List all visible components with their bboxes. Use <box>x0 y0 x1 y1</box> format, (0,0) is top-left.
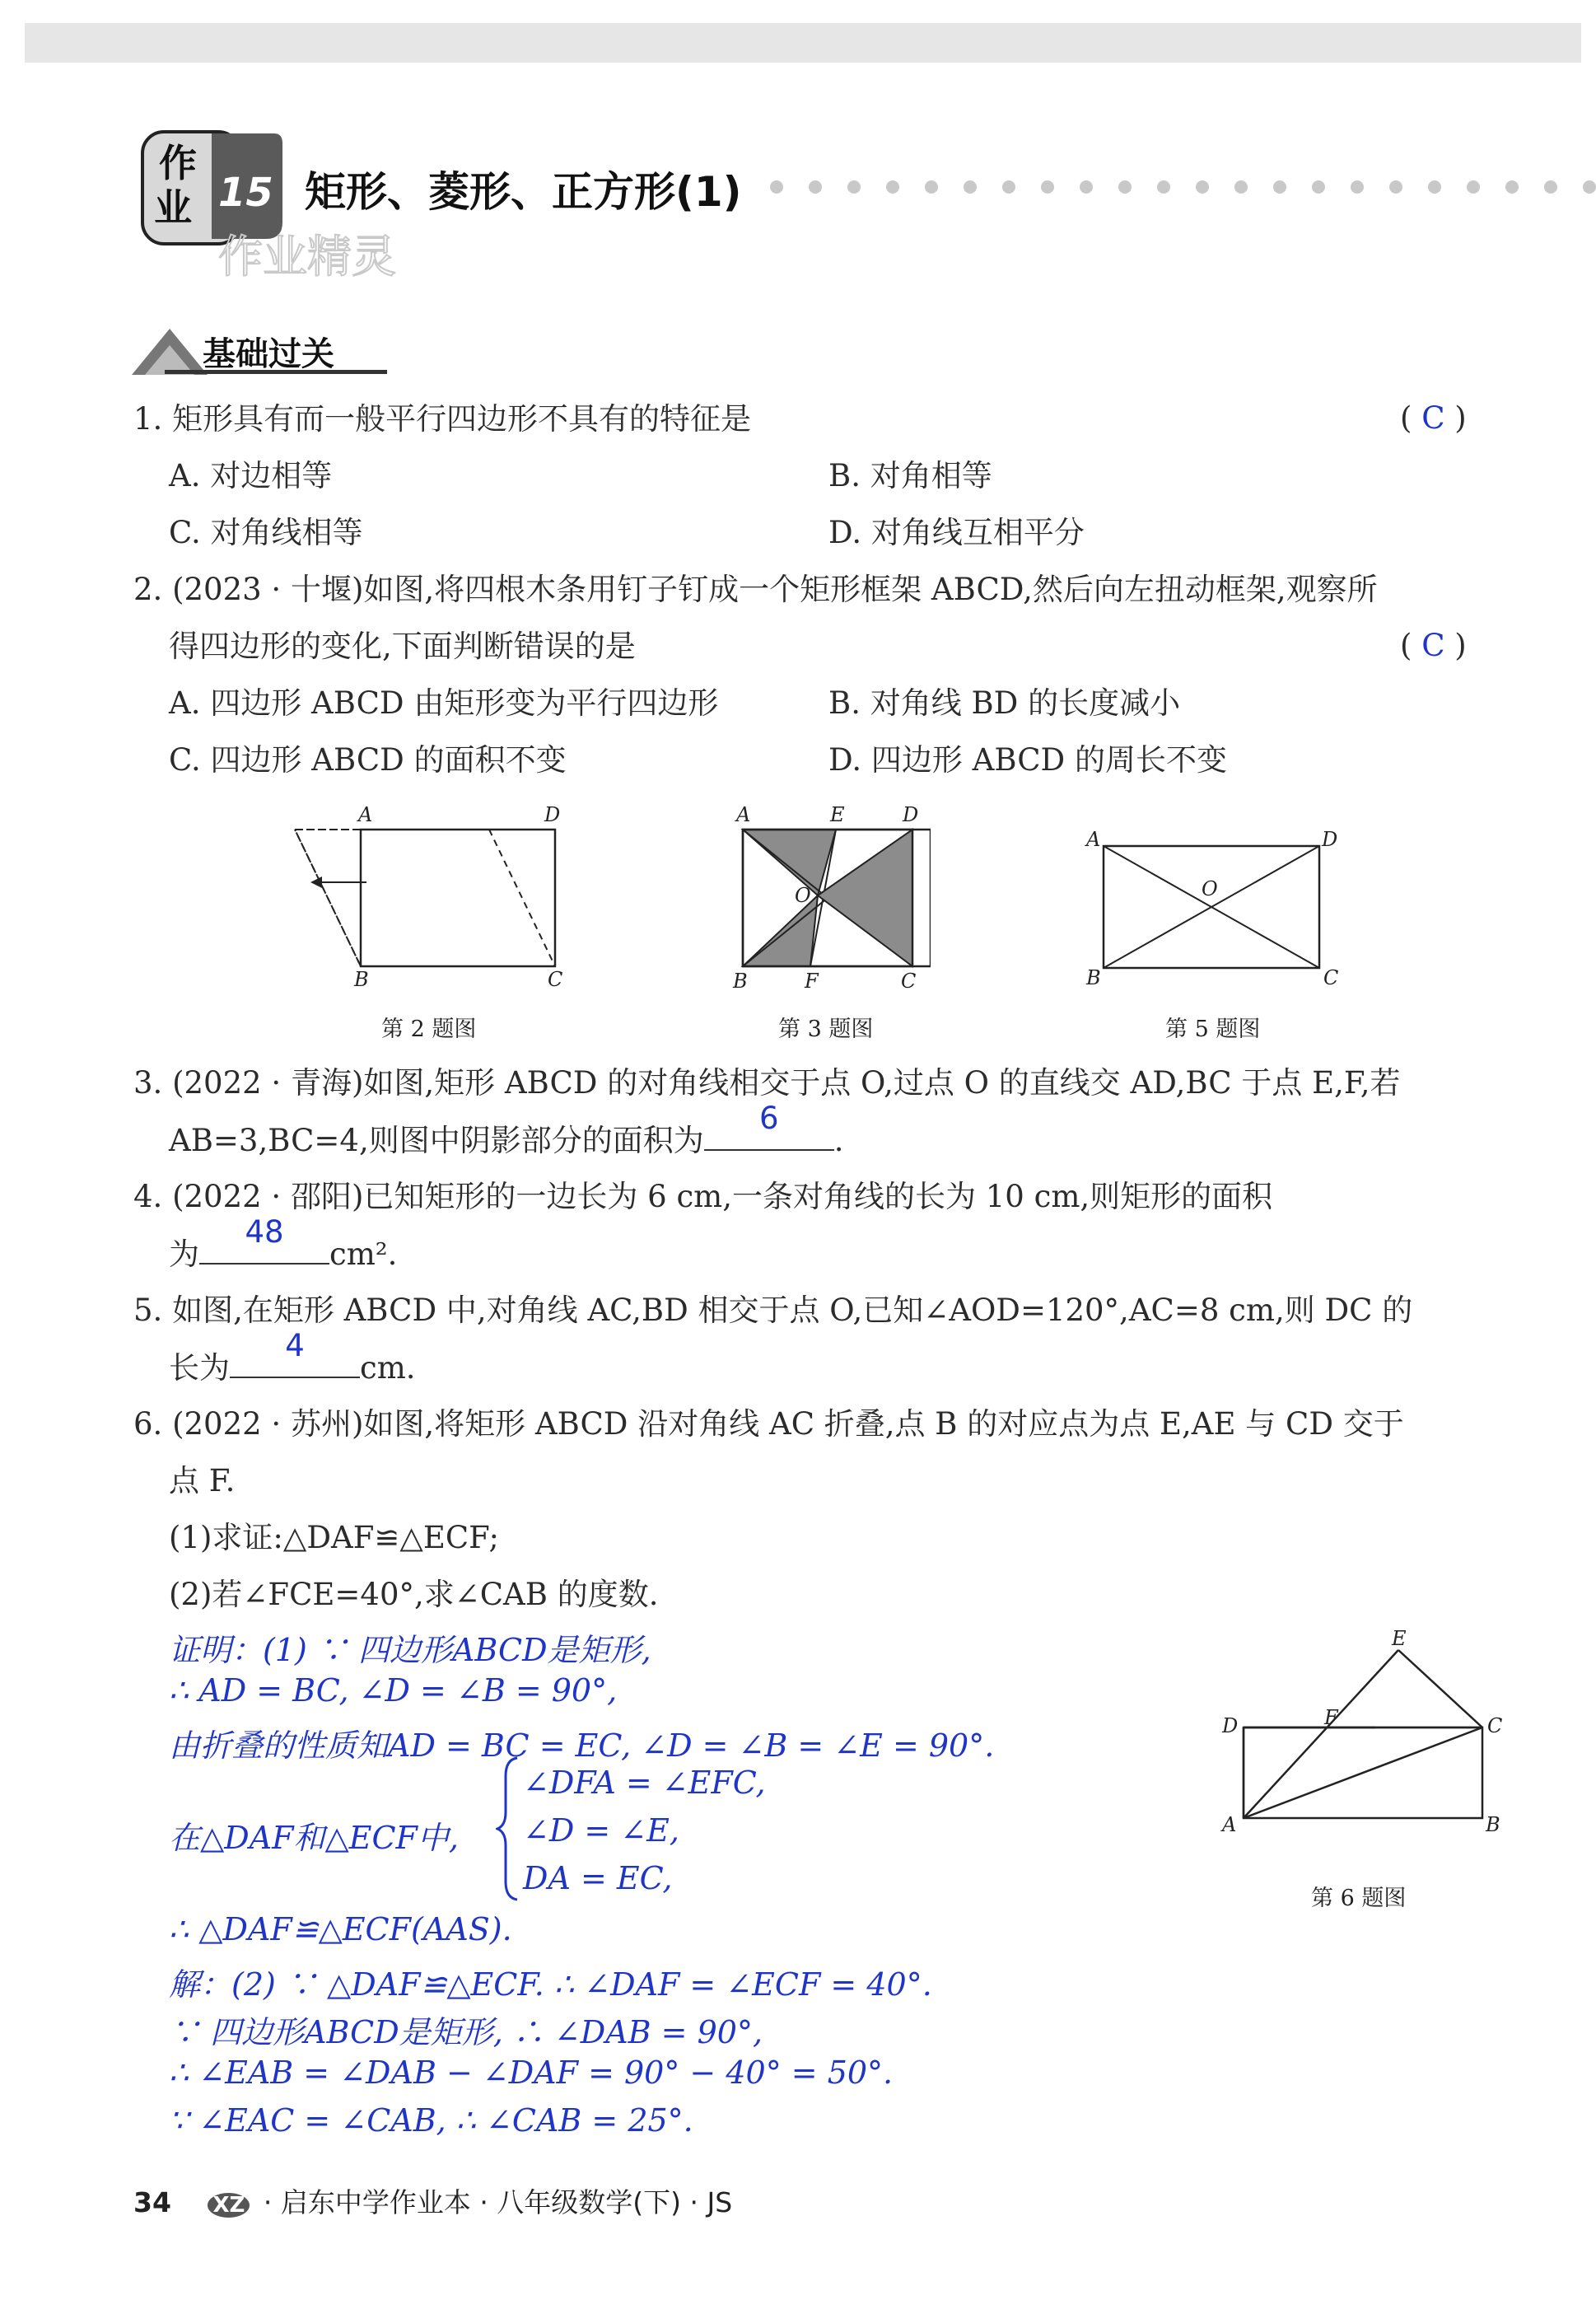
fig2-caption: 第 2 题图 <box>381 1017 477 1042</box>
q2-option-b: B. 对角线 BD 的长度减小 <box>828 685 1181 721</box>
q1-stem: 1. 矩形具有而一般平行四边形不具有的特征是 <box>133 401 752 437</box>
figure-2 <box>284 803 572 993</box>
watermark: 作业精灵 <box>218 231 396 283</box>
q2-answer-bracket: ( C ) <box>1400 628 1467 663</box>
solution-line-6: 解：(2) ∵ △DAF≌△ECF. ∴ ∠DAF = ∠ECF = 40°. <box>169 1966 932 2003</box>
svg-text:C: C <box>548 968 563 991</box>
system-line-2: ∠D = ∠E, <box>523 1812 679 1849</box>
q1-answer: C <box>1421 400 1445 436</box>
q1-option-b: B. 对角相等 <box>828 458 992 493</box>
q6-part1: (1)求证:△DAF≌△ECF; <box>169 1520 499 1555</box>
svg-text:A: A <box>1222 1813 1237 1836</box>
q4-line2-text: 为 <box>169 1236 199 1272</box>
svg-text:D: D <box>903 803 919 826</box>
svg-text:F: F <box>805 970 819 993</box>
badge-text-1: 作 <box>159 141 197 185</box>
fig5-caption: 第 5 题图 <box>1165 1017 1261 1042</box>
solution-line-9: ∵ ∠EAC = ∠CAB, ∴ ∠CAB = 25°. <box>169 2102 693 2139</box>
q3-answer: 6 <box>758 1101 779 1136</box>
svg-text:E: E <box>830 803 845 826</box>
q5-answer: 4 <box>285 1328 305 1363</box>
svg-text:E: E <box>1392 1627 1407 1650</box>
svg-text:A: A <box>736 803 751 826</box>
solution-line-8: ∴ ∠EAB = ∠DAB − ∠DAF = 90° − 40° = 50°. <box>169 2055 894 2091</box>
q4-answer: 48 <box>245 1214 284 1250</box>
q6-line2: 点 F. <box>169 1463 236 1498</box>
svg-text:A: A <box>1086 828 1101 851</box>
q2-option-c: C. 四边形 ABCD 的面积不变 <box>169 742 567 778</box>
q3-line2 <box>169 1101 844 1160</box>
q4-line2 <box>169 1214 398 1274</box>
svg-text:O: O <box>1202 877 1218 900</box>
figure-6 <box>1211 1627 1507 1849</box>
footer-text: · 启东中学作业本 · 八年级数学(下) · JS <box>263 2186 733 2218</box>
svg-text:B: B <box>733 970 748 993</box>
section-heading <box>132 325 395 383</box>
q3-line2-text: AB=3,BC=4,则图中阴影部分的面积为 <box>169 1123 704 1158</box>
q2-line1: 2. (2023 · 十堰)如图,将四根木条用钉子钉成一个矩形框架 ABCD,然后向左扭动框架,观察所 <box>133 572 1378 607</box>
svg-text:C: C <box>1323 966 1339 989</box>
q6-line1: 6. (2022 · 苏州)如图,将矩形 ABCD 沿对角线 AC 折叠,点 B 的对应点为点 E,AE 与 CD 交于 <box>133 1406 1404 1442</box>
q1-option-c: C. 对角线相等 <box>169 515 363 550</box>
badge-number: 15 <box>218 170 273 216</box>
figure-5 <box>1075 820 1355 993</box>
q5-line2-text: 长为 <box>169 1350 230 1386</box>
q3-line1: 3. (2022 · 青海)如图,矩形 ABCD 的对角线相交于点 O,过点 O 的直线交 AD,BC 于点 E,F,若 <box>133 1065 1401 1101</box>
solution-line-2: ∴ AD = BC, ∠D = ∠B = 90°, <box>169 1672 618 1709</box>
q1-option-a: A. 对边相等 <box>169 458 333 493</box>
system-line-1: ∠DFA = ∠EFC, <box>523 1765 766 1801</box>
badge-text-2: 业 <box>154 185 192 230</box>
footer <box>133 2181 732 2220</box>
solution-line-3: 由折叠的性质知AD = BC = EC, ∠D = ∠B = ∠E = 90°. <box>169 1727 995 1764</box>
q4-line2-end: cm². <box>329 1236 398 1272</box>
system-brace <box>496 1755 520 1903</box>
fig3-caption: 第 3 题图 <box>778 1017 874 1042</box>
q5-line2-end: cm. <box>360 1350 416 1386</box>
section-title: 基础过关 <box>203 335 334 373</box>
svg-text:D: D <box>1322 828 1338 851</box>
q2-option-d: D. 四边形 ABCD 的周长不变 <box>828 742 1227 778</box>
q1-answer-bracket: ( C ) <box>1400 400 1467 436</box>
q3-line2-end: . <box>833 1123 844 1158</box>
q2-option-a: A. 四边形 ABCD 由矩形变为平行四边形 <box>169 685 719 721</box>
fig6-caption: 第 6 题图 <box>1311 1886 1407 1911</box>
svg-text:C: C <box>901 970 917 993</box>
svg-text:B: B <box>1486 1813 1500 1836</box>
svg-text:A: A <box>358 803 373 826</box>
q2-answer: C <box>1421 628 1445 663</box>
svg-text:O: O <box>795 884 811 907</box>
solution-line-1: 证明：(1) ∵ 四边形ABCD是矩形, <box>169 1632 651 1668</box>
title-dots <box>770 180 1596 194</box>
solution-line-7: ∵ 四边形ABCD是矩形, ∴ ∠DAB = 90°, <box>169 2014 763 2050</box>
svg-text:C: C <box>1487 1714 1503 1737</box>
system-line-3: DA = EC, <box>523 1860 673 1896</box>
svg-text:B: B <box>1086 966 1101 989</box>
q6-part2: (2)若∠FCE=40°,求∠CAB 的度数. <box>169 1577 659 1612</box>
footer-badge: XZ <box>208 2193 250 2218</box>
svg-text:F: F <box>1324 1706 1338 1729</box>
q5-line2 <box>169 1328 416 1387</box>
solution-line-5: ∴ △DAF≌△ECF(AAS). <box>169 1911 512 1947</box>
figure-3 <box>725 803 931 993</box>
top-scan-band <box>25 23 1581 63</box>
q4-line1: 4. (2022 · 邵阳)已知矩形的一边长为 6 cm,一条对角线的长为 10 cm,则矩形的面积 <box>133 1179 1273 1214</box>
q5-line1: 5. 如图,在矩形 ABCD 中,对角线 AC,BD 相交于点 O,已知∠AOD=120°,AC=8 cm,则 DC 的 <box>133 1293 1413 1328</box>
svg-text:D: D <box>544 803 561 826</box>
q2-line2: 得四边形的变化,下面判断错误的是 <box>169 629 636 664</box>
solution-line-4: 在△DAF和△ECF中, <box>169 1820 459 1856</box>
page-title: 矩形、菱形、正方形(1) <box>305 168 742 216</box>
svg-text:B: B <box>354 968 369 991</box>
page-number: 34 <box>133 2186 171 2218</box>
q1-option-d: D. 对角线互相平分 <box>828 515 1085 550</box>
svg-text:D: D <box>1222 1714 1239 1737</box>
